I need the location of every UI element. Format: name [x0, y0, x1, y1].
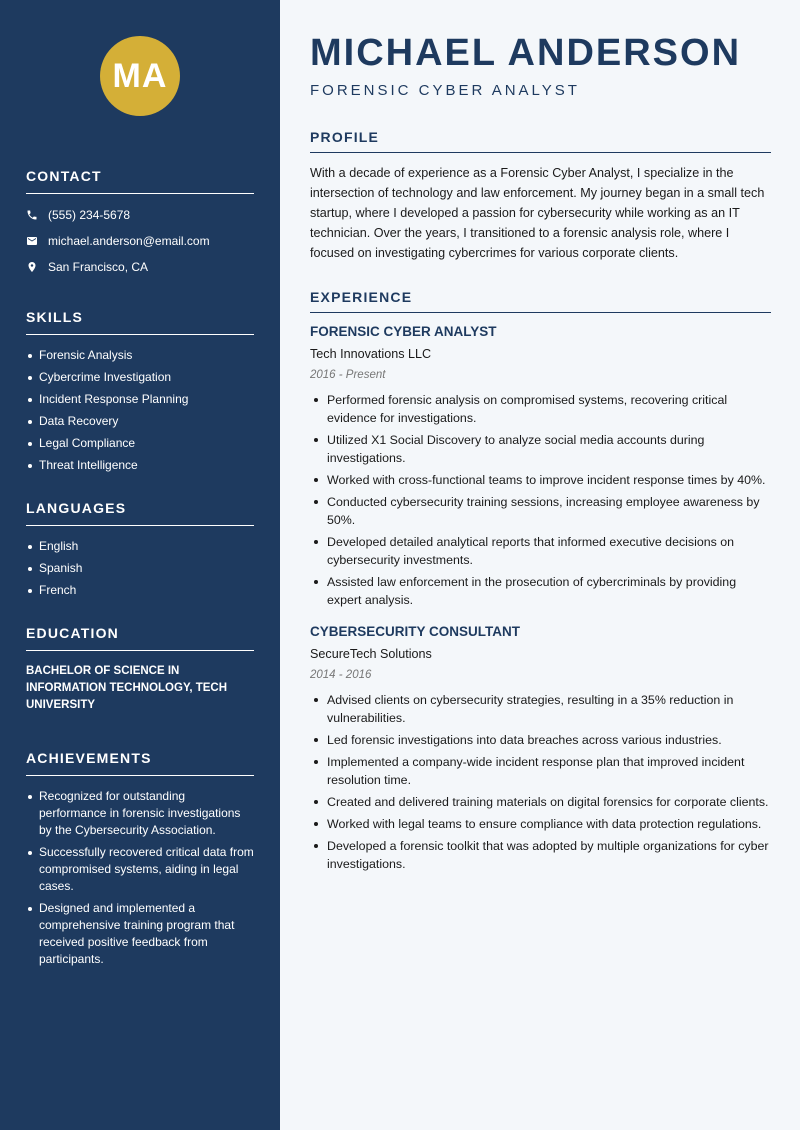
job-bullet: Utilized X1 Social Discovery to analyze social media accounts during investigations.: [310, 431, 771, 467]
language-item: English: [26, 538, 254, 555]
languages-section: [26, 500, 254, 599]
contact-location: [26, 258, 254, 275]
skill-item: Forensic Analysis: [26, 347, 254, 364]
experience-heading: EXPERIENCE: [310, 289, 771, 313]
job-bullet: Advised clients on cybersecurity strategies, resulting in a 35% reduction in vulnerabilities.: [310, 691, 771, 727]
achievement-item: Recognized for outstanding performance in forensic investigations by the Cybersecurity Association.: [26, 788, 254, 839]
job-title: FORENSIC CYBER ANALYST: [310, 82, 580, 99]
email-link[interactable]: michael.anderson@email.com: [48, 233, 210, 248]
achievement-item: Designed and implemented a comprehensive training program that received positive feedback from participants.: [26, 900, 254, 968]
job-company: SecureTech Solutions: [310, 647, 432, 661]
contact-section: [26, 168, 254, 275]
contact-email: [26, 232, 254, 249]
candidate-name: MICHAEL ANDERSON: [310, 32, 742, 74]
skill-item: Legal Compliance: [26, 435, 254, 452]
contact-phone: [26, 206, 254, 223]
skills-heading: SKILLS: [26, 309, 254, 335]
phone-icon: [26, 209, 38, 221]
job-dates: 2014 - 2016: [310, 669, 372, 681]
main-content: [310, 30, 771, 877]
education-section: [26, 625, 254, 714]
language-item: French: [26, 582, 254, 599]
achievement-item: Successfully recovered critical data from compromised systems, aiding in legal cases.: [26, 844, 254, 895]
language-item: Spanish: [26, 560, 254, 577]
job-bullet: Worked with cross-functional teams to improve incident response times by 40%.: [310, 471, 771, 489]
achievements-section: [26, 750, 254, 968]
job-bullet: Developed detailed analytical reports that informed executive decisions on cybersecurity investments.: [310, 533, 771, 569]
job-entry: [310, 323, 771, 609]
education-degree: BACHELOR OF SCIENCE IN INFORMATION TECHNOLOGY, TECH UNIVERSITY: [26, 665, 228, 711]
job-bullets: [310, 691, 771, 873]
achievements-list: [26, 788, 254, 968]
profile-text: With a decade of experience as a Forensic Cyber Analyst, I specialize in the intersection of technology and law enforcement. My journey began in a small tech startup, where I developed a passion for cybersecurity while working as an IT technician. Over the years, I transitioned to a forensic analysis role, where I focused on investigating cybercrimes for various corporate clients.: [310, 166, 765, 260]
job-role: CYBERSECURITY CONSULTANT: [310, 624, 521, 639]
avatar: MA: [100, 36, 180, 116]
job-bullet: Performed forensic analysis on compromised systems, recovering critical evidence for investigations.: [310, 391, 771, 427]
languages-heading: LANGUAGES: [26, 500, 254, 526]
contact-heading: CONTACT: [26, 168, 254, 194]
job-bullet: Assisted law enforcement in the prosecution of cybercriminals by providing expert analysis.: [310, 573, 771, 609]
location-pin-icon: [26, 261, 38, 273]
skill-item: Cybercrime Investigation: [26, 369, 254, 386]
job-bullets: [310, 391, 771, 609]
experience-section: [310, 289, 771, 873]
job-bullet: Created and delivered training materials on digital forensics for corporate clients.: [310, 793, 771, 811]
job-bullet: Implemented a company-wide incident response plan that improved incident resolution time.: [310, 753, 771, 789]
skill-item: Threat Intelligence: [26, 457, 254, 474]
skill-item: Incident Response Planning: [26, 391, 254, 408]
job-bullet: Conducted cybersecurity training sessions, increasing employee awareness by 50%.: [310, 493, 771, 529]
skill-item: Data Recovery: [26, 413, 254, 430]
achievements-heading: ACHIEVEMENTS: [26, 750, 254, 776]
sidebar: [0, 0, 280, 1130]
job-bullet: Developed a forensic toolkit that was adopted by multiple organizations for cyber investigations.: [310, 837, 771, 873]
phone-text: (555) 234-5678: [48, 207, 131, 222]
skills-list: [26, 347, 254, 474]
job-dates: 2016 - Present: [310, 369, 386, 381]
skills-section: [26, 309, 254, 474]
job-role: FORENSIC CYBER ANALYST: [310, 324, 497, 339]
location-text: San Francisco, CA: [48, 259, 149, 274]
profile-heading: PROFILE: [310, 129, 771, 153]
job-bullet: Led forensic investigations into data breaches across various industries.: [310, 731, 771, 749]
job-company: Tech Innovations LLC: [310, 347, 432, 361]
education-heading: EDUCATION: [26, 625, 254, 651]
profile-section: [310, 129, 771, 263]
job-entry: [310, 623, 771, 873]
job-bullet: Worked with legal teams to ensure compliance with data protection regulations.: [310, 815, 771, 833]
languages-list: [26, 538, 254, 599]
email-icon: [26, 235, 38, 247]
